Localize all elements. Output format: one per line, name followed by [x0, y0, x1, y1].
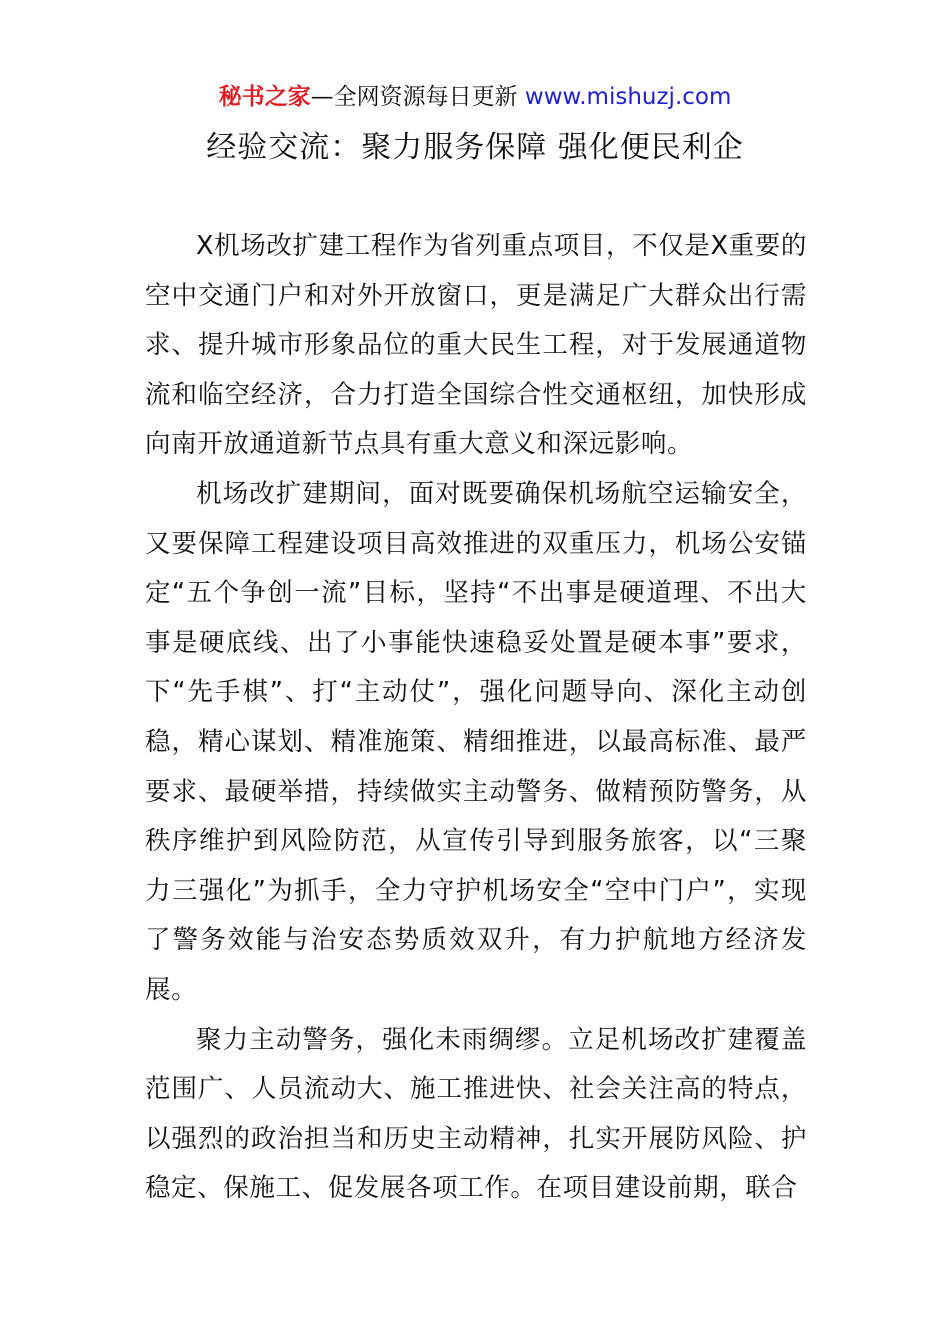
site-tagline: —全网资源每日更新 — [310, 84, 518, 110]
article-title: 经验交流：聚力服务保障 强化便民利企 — [206, 130, 744, 165]
article-body — [145, 222, 807, 1214]
paragraph-2: 机场改扩建期间，面对既要确保机场航空运输安全，又要保障工程建设项目高效推进的双重压力，机场公安锚定“五个争创一流”目标，坚持“不出事是硬道理、不出大事是硬底线、出了小事能快速稳妥处置是硬本事”要求，下“先手棋”、打“主动仗”，强化问题导向、深化主动创稳，精心谋划、精准施策、精细推进，以最高标准、最严要求、最硬举措，持续做实主动警务、做精预防警务，从秩序维护到风险防范，从宣传引导到服务旅客，以“三聚力三强化”为抓手，全力守护机场安全“空中门户”，实现了警务效能与治安态势质效双升，有力护航地方经济发展。 — [145, 478, 807, 1005]
paragraph-1: X机场改扩建工程作为省列重点项目，不仅是X重要的空中交通门户和对外开放窗口，更是满足广大群众出行需求、提升城市形象品位的重大民生工程，对于发展通道物流和临空经济，合力打造全国综合性交通枢纽，加快形成向南开放通道新节点具有重大意义和深远影响。 — [145, 231, 807, 460]
site-header — [0, 82, 950, 112]
site-url-link[interactable]: www.mishuzj.com — [524, 84, 732, 110]
site-brand: 秘书之家 — [218, 84, 311, 110]
paragraph-3: 聚力主动警务，强化未雨绸缪。立足机场改扩建覆盖范围广、人员流动大、施工推进快、社会关注高的特点，以强烈的政治担当和历史主动精神，扎实开展防风险、护稳定、保施工、促发展各项工作。在项目建设前期，联合 — [145, 1024, 807, 1204]
